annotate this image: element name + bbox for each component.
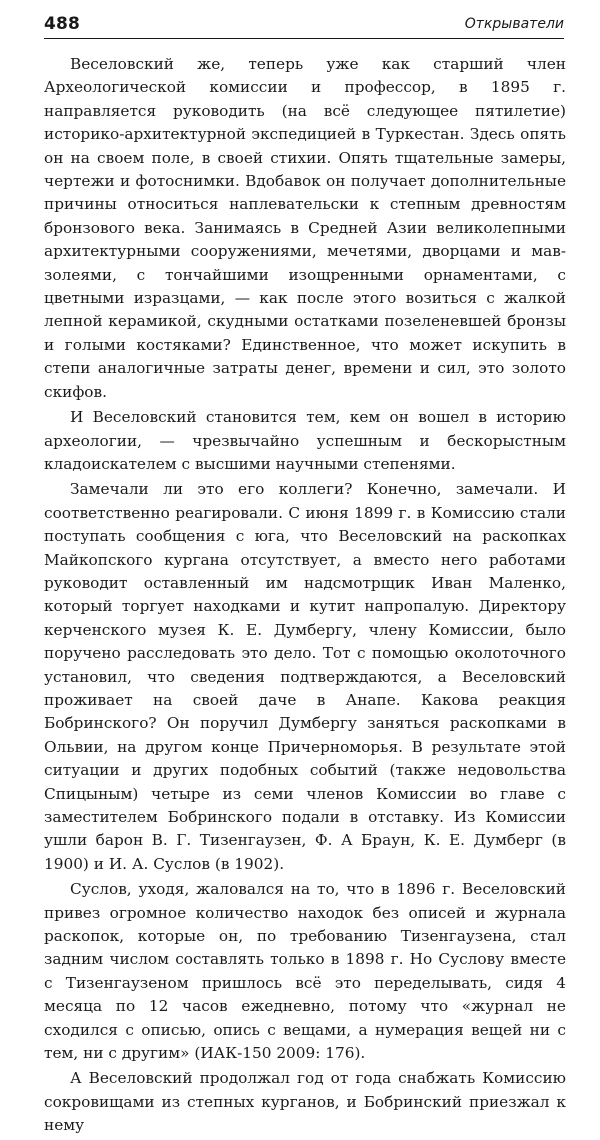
page-number: 488 <box>44 14 81 34</box>
paragraph: Замечали ли это его коллеги? Конечно, замечали. И соответственно реагировали. С июня 1899 г. в Комиссию стали поступать сообщения с юга, что Веселовский на раскопках Майкопского кургана отсутствует, а вместо него работами руководит оставленный им надсмотрщик Иван Маленко, который торгует находками и кутит напропалую. Директору керченского музея К. Е. Думбергу, члену Комиссии, было поручено расследовать это дело. Тот с помощью околоточного установил, что сведения подтверждаются, а Веселовский проживает на своей даче в Анапе. Какова реакция Бобринского? Он поручил Думбергу заняться раскопками в Ольвии, на другом конце Причерноморья. В результате этой ситуации и других подобных событий (также недовольства Спицыным) четыре из семи членов Комиссии во главе с заместителем Бобринского подали в отставку. Из Комиссии ушли барон В. Г. Тизенгаузен, Ф. А Браун, К. Е. Думберг (в 1900) и И. А. Суслов (в 1902). <box>44 480 566 873</box>
page-header <box>44 12 564 40</box>
paragraph: И Веселовский становится тем, кем он вошел в историю археологии, — чрезвычайно успешным и бескорыстным кладоискателем с высшими научными степенями. <box>44 408 566 473</box>
paragraph: Суслов, уходя, жаловался на то, что в 1896 г. Веселовский привез огромное количество находок без описей и журнала раскопок, которые он, по требованию Тизенгаузена, стал задним числом составлять только в 1898 г. Но Суслову вместе с Тизенгаузеном пришлось всё это переделывать, сидя 4 месяца по 12 часов ежедневно, потому что «журнал не сходился с описью, опись с вещами, а нумерация вещей ни с тем, ни с другим» (ИАК-150 2009: 176). <box>44 880 566 1063</box>
running-head: Открыватели <box>464 16 564 32</box>
paragraph: Веселовский же, теперь уже как старший член Археологической комиссии и профессор, в 1895 г. направляется руководить (на всё следующее пятилетие) историко-архитектурной экспедицией в Туркестан. Здесь опять он на своем поле, в своей стихии. Опять тщательные замеры, чертежи и фотоснимки. Вдобавок он получает дополнительные причины относиться наплевательски к степным древностям бронзового века. Занимаясь в Средней Азии великолепными архитектурными сооружениями, мечетями, дворцами и мавзолеями, с тончайшими изощренными орнаментами, с цветными изразцами, — как после этого возиться с жалкой лепной керамикой, скудными остатками позеленевшей бронзы и голыми костяками? Единственное, что может искупить в степи аналогичные затраты денег, времени и сил, это золото скифов. <box>44 55 566 401</box>
header-rule <box>44 38 564 39</box>
paragraph: А Веселовский продолжал год от года снабжать Комиссию сокровищами из степных курганов, и Бобринский приезжал к нему <box>44 1069 566 1135</box>
body-text <box>44 53 566 1140</box>
